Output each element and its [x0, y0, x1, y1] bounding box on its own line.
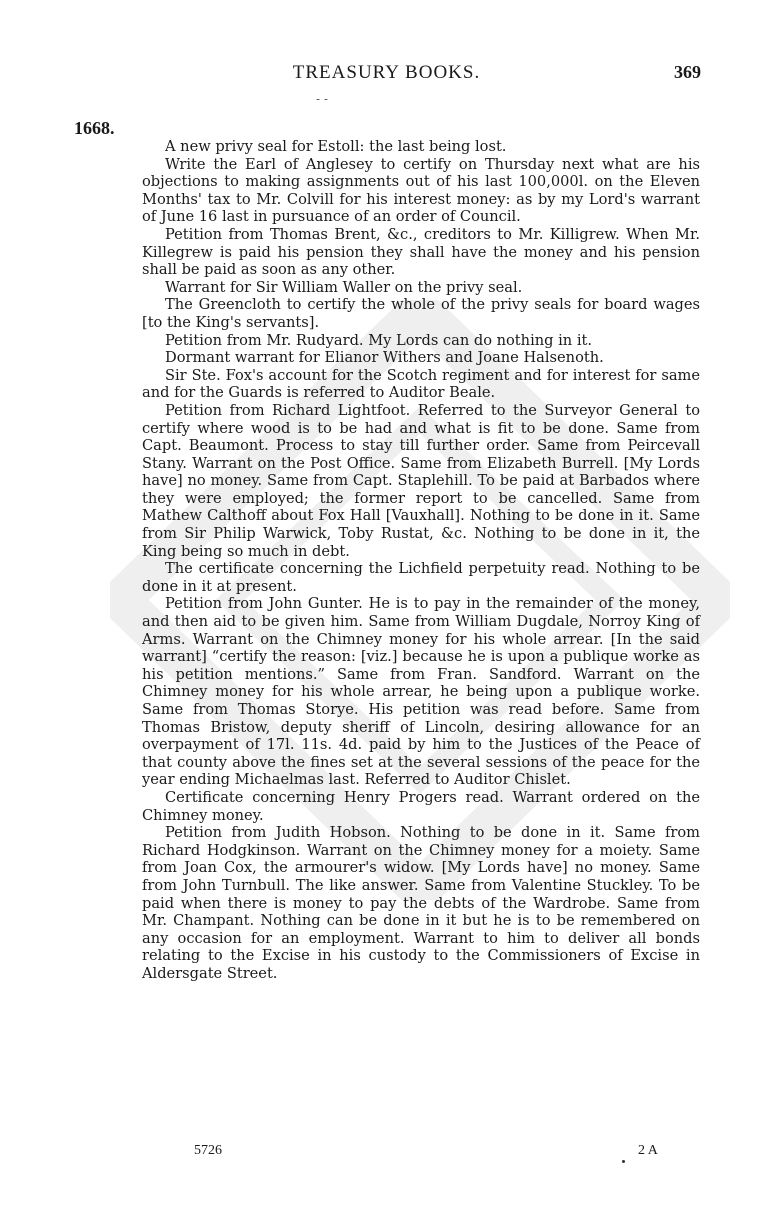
- entry-paragraph: Write the Earl of Anglesey to certify on Thursday next what are his objections to making assignments out of his last 100,000l. on the Eleven Months' tax to Mr. Colvill for his interest money: as by my Lord's warrant of June 16 last in pursuance of an order of Council.: [142, 155, 700, 226]
- entry-paragraph: Certificate concerning Henry Progers read. Warrant ordered on the Chimney money.: [142, 788, 700, 824]
- signature-mark: 5726: [194, 1143, 222, 1158]
- entry-paragraph: Sir Ste. Fox's account for the Scotch regiment and for interest for same and for the Guards is referred to Auditor Beale.: [142, 366, 700, 402]
- entry-paragraph: Petition from Mr. Rudyard. My Lords can do nothing in it.: [165, 331, 592, 349]
- entry-paragraph: Petition from John Gunter. He is to pay in the remainder of the money, and then aid to be given him. Same from William Dugdale, Norroy King of Arms. Warrant on the Chimney money for his whole arrear. [In the said warrant] “certify the reason: [viz.] because he is upon a publique worke as his petition mentions.” Same from Fran. Sandford. Warrant on the Chimney money for his whole arrear, he being upon a publique worke. Same from Thomas Storye. His petition was read before. Same from Thomas Bristow, deputy sheriff of Lincoln, desiring allowance for an overpayment of 17l. 11s. 4d. paid by him to the Justices of the Peace of that county above the fines set at the several sessions of the peace for the year ending Michaelmas last. Referred to Auditor Chislet.: [142, 595, 700, 789]
- footer-dot: [622, 1160, 625, 1163]
- entry-paragraph: Dormant warrant for Elianor Withers and Joane Halsenoth.: [165, 349, 604, 367]
- entry-paragraph: Petition from Judith Hobson. Nothing to be done in it. Same from Richard Hodgkinson. Warrant on the Chimney money for a moiety. Same from Joan Cox, the armourer's widow. [My Lords have] no money. Same from John Turnbull. The like answer. Same from Valentine Stuckley. To be paid when there is money to pay the debts of the Wardrobe. Same from Mr. Champant. Nothing can be done in it but he is to be remembered on any occasion for an employment. Warrant to him to deliver all bonds relating to the Excise in his custody to the Commissioners of Excise in Aldersgate Street.: [142, 824, 700, 982]
- header-ornament: - -: [316, 92, 328, 106]
- entry-paragraph: Petition from Thomas Brent, &c., creditors to Mr. Killigrew. When Mr. Killegrew is paid his pension they shall have the money and his pension shall be paid as soon as any other.: [142, 225, 700, 279]
- margin-year: 1668.: [74, 118, 115, 138]
- entry-paragraph: The Greencloth to certify the whole of the privy seals for board wages [to the King's servants].: [142, 296, 700, 331]
- gathering-mark: 2 A: [638, 1143, 658, 1158]
- entry-paragraph: Petition from Richard Lightfoot. Referred to the Surveyor General to certify where wood is to be had and what is fit to be done. Same from Capt. Beaumont. Process to stay till further order. Same from Peircevall Stany. Warrant on the Post Office. Same from Elizabeth Burrell. [My Lords have] no money. Same from Capt. Staplehill. To be paid at Barbados where they were employed; the former report to be cancelled. Same from Mathew Calthoff about Fox Hall [Vauxhall]. Nothing to be done in it. Same from Sir Philip Warwick, Toby Rustat, &c. Nothing to be done in it, the King being so much in debt.: [142, 401, 700, 560]
- running-head-title: TREASURY BOOKS.: [292, 62, 481, 83]
- entry-paragraph: Warrant for Sir William Waller on the privy seal.: [165, 278, 523, 296]
- entry-paragraph: A new privy seal for Estoll: the last being lost.: [165, 138, 507, 155]
- page-number: 369: [674, 62, 701, 82]
- entries-body: [142, 138, 700, 983]
- entry-paragraph: The certificate concerning the Lichfield perpetuity read. Nothing to be done in it at present.: [142, 560, 700, 595]
